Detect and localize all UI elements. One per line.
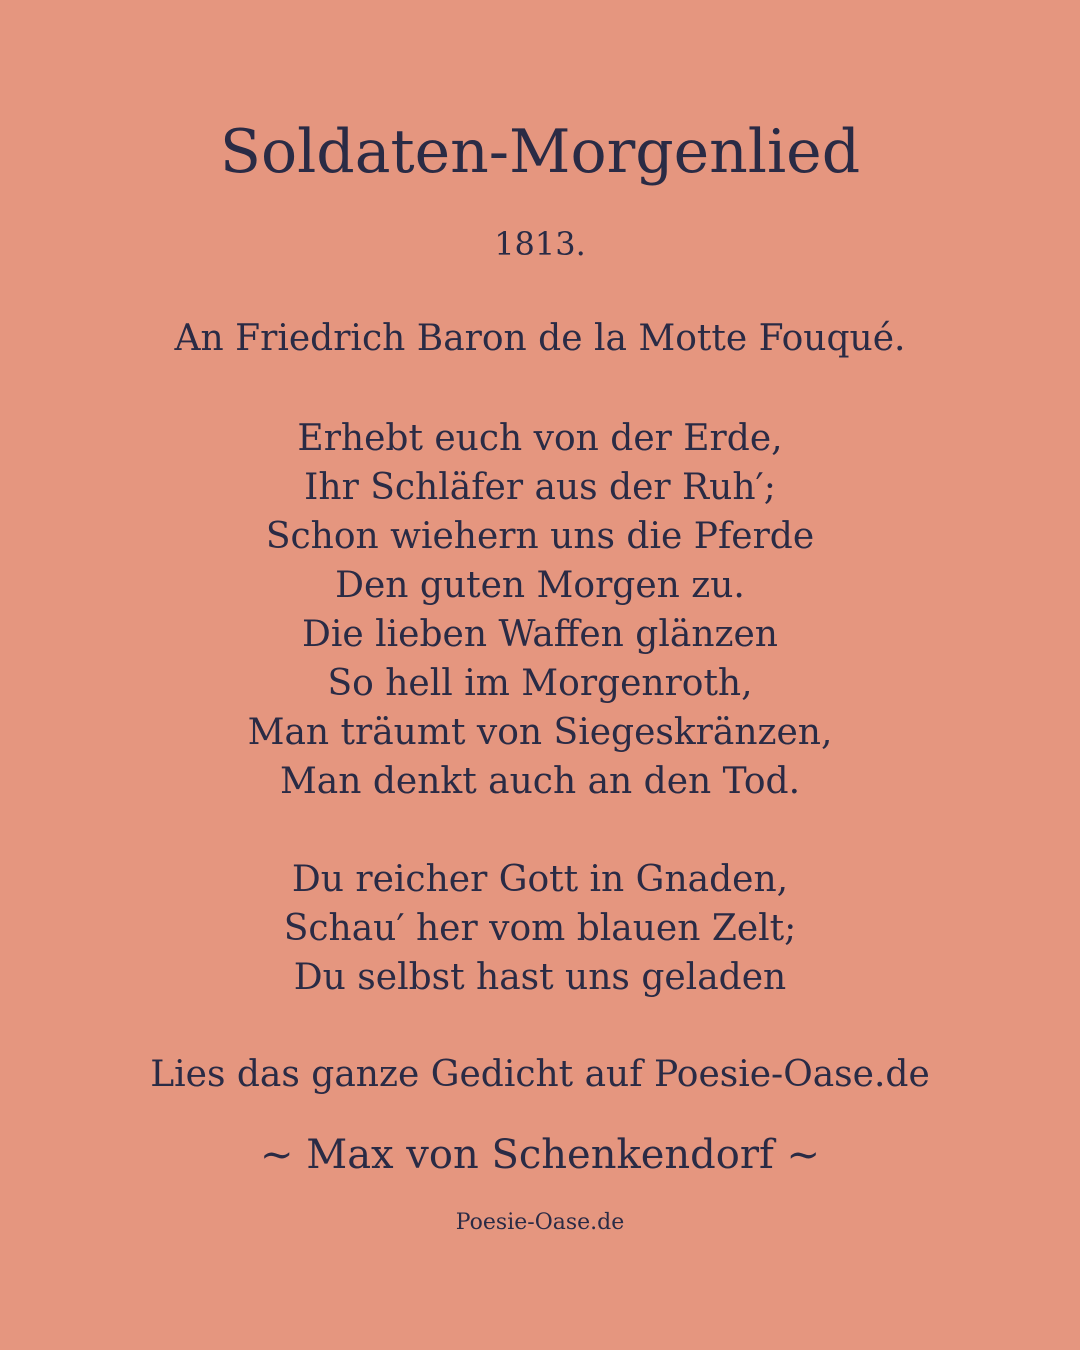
poem-year: 1813. xyxy=(494,225,586,263)
poem-title: Soldaten-Morgenlied xyxy=(219,117,861,187)
stanza-1 xyxy=(0,414,1080,806)
author-signature: ~ Max von Schenkendorf ~ xyxy=(260,1132,820,1178)
verse-line: Erhebt euch von der Erde, xyxy=(297,418,783,459)
verse-line: Ihr Schläfer aus der Ruh′; xyxy=(304,467,776,508)
site-footer-text: Poesie-Oase.de xyxy=(455,1210,625,1235)
verse-line: Den guten Morgen zu. xyxy=(335,565,745,606)
verse-line: Schon wiehern uns die Pferde xyxy=(265,516,815,557)
poem-dedication: An Friedrich Baron de la Motte Fouqué. xyxy=(174,318,906,359)
stanza-2 xyxy=(0,855,1080,1002)
read-full-poem-text: Lies das ganze Gedicht auf Poesie-Oase.de xyxy=(150,1054,930,1095)
verse-line: Schau′ her vom blauen Zelt; xyxy=(283,908,797,949)
verse-line: Die lieben Waffen glänzen xyxy=(302,614,778,655)
verse-line: Du selbst hast uns geladen xyxy=(293,957,787,998)
verse-line: Man träumt von Siegeskränzen, xyxy=(247,712,833,753)
verse-line: So hell im Morgenroth, xyxy=(327,663,753,704)
verse-line: Man denkt auch an den Tod. xyxy=(279,761,801,802)
verse-line: Du reicher Gott in Gnaden, xyxy=(291,859,789,900)
